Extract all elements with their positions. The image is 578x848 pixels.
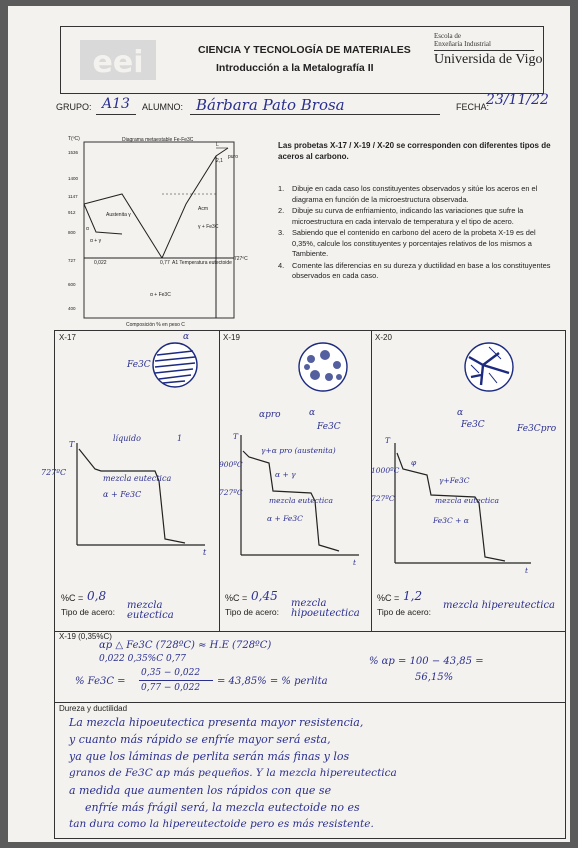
curve-label: 1 — [177, 434, 183, 443]
micro-label: Fe3C — [461, 420, 485, 430]
questions-list — [278, 184, 560, 283]
durability-line: tan dura como la hipereutectoide pero es más resistente. — [69, 818, 374, 830]
micro-label: Fe3Cpro — [517, 424, 557, 434]
alumno-label: ALUMNO: — [142, 102, 184, 112]
micro-label: Fe3C — [127, 360, 151, 370]
durability-line: enfríe más frágil será, la mezcla eutectoide no es — [85, 801, 360, 814]
school-logo — [78, 36, 158, 84]
label-alpha-gamma: α + γ — [90, 238, 102, 244]
curve-label: 727ºC — [371, 494, 395, 503]
durability-line: La mezcla hipoeutectica presenta mayor resistencia, — [69, 716, 364, 729]
tipo-value: mezcla hipoeutectica — [291, 598, 360, 619]
pct-label: %C = — [61, 593, 84, 603]
tipo-value: mezcla hipereutectica — [443, 600, 556, 611]
label-alpha: α — [86, 226, 89, 232]
diagram-y-label: T(ºC) — [68, 136, 80, 142]
calc-formula-lhs: % Fe3C = — [75, 676, 126, 687]
label-liquid: L — [216, 142, 219, 148]
calc-formula-num: 0,35 − 0,022 — [141, 668, 201, 678]
tipo-value: mezcla eutectica — [127, 600, 174, 621]
durability-label: Dureza y ductilidad — [59, 704, 128, 713]
curve-label: γ+Fe3C — [439, 476, 470, 485]
university-name: Universida de Vigo — [434, 52, 543, 67]
panel-label: X-20 — [375, 333, 392, 342]
calc-alpha-line-1: % αp = 100 − 43,85 = — [369, 656, 484, 667]
pct-label: %C = — [225, 593, 248, 603]
curve-label: φ — [411, 458, 417, 467]
phase-diagram — [66, 134, 274, 330]
panel-x20 — [371, 331, 565, 631]
label-a1: A1 Temperatura eutectoide — [172, 260, 232, 266]
curve-label: 727ºC — [219, 488, 243, 497]
curve-label: t — [525, 566, 529, 575]
curve-label: mezcla eutectica — [103, 474, 172, 483]
calculation-box — [54, 630, 566, 703]
university-divider — [434, 50, 534, 51]
curve-label: 1000ºC — [371, 466, 400, 475]
curve-label: Fe3C + α — [433, 516, 469, 525]
calc-formula-rhs: = 43,85% = % perlita — [217, 676, 328, 687]
fecha-label: FECHA: — [456, 102, 490, 112]
alumno-line — [190, 114, 440, 115]
question-text: Dibuje su curva de enfriamiento, indicando las variaciones que sufre la microestructura en cada intervalo de temperatura y el tipo de acero. — [292, 206, 524, 226]
question-text: Comente las diferencias en su dureza y ductilidad en base a los constituyentes observados en cada caso. — [292, 260, 551, 280]
curve-label: t — [203, 548, 207, 557]
curve-label: 900ºC — [219, 460, 243, 469]
label-gamma-fe3c: γ + Fe3C — [198, 224, 219, 230]
curve-label: t — [353, 558, 357, 567]
label-727: 727ºC — [234, 256, 248, 262]
micro-label: α — [457, 408, 464, 418]
school-name — [434, 32, 534, 48]
durability-line: granos de Fe3C αp más pequeños. Y la mezcla hipereutectica — [69, 767, 397, 779]
y-tick: 400 — [68, 306, 76, 311]
pct-label: %C = — [377, 593, 400, 603]
fecha-value: 23/11/22 — [486, 92, 549, 108]
question-text: Dibuje en cada caso los constituyentes observados y sitúe los aceros en el diagrama en función de la microestructura observada. — [292, 184, 538, 204]
school-line-2: Enxeñaría Industrial — [434, 40, 491, 48]
question-item — [278, 228, 560, 260]
micro-label: α — [309, 408, 316, 418]
question-text: Sabiendo que el contenido en carbono del acero de la probeta X-19 es del 0,35%, calcule los constituyentes y porcentajes relativos de los mismos a Tambiente. — [292, 228, 536, 258]
tipo-label: Tipo de acero: — [61, 607, 116, 617]
curve-label: T — [69, 440, 75, 449]
label-acm: Acm — [198, 206, 208, 212]
samples-grid — [41, 330, 566, 632]
durability-line: ya que los láminas de perlita serán más finas y los — [69, 750, 350, 763]
panel-label: X-19 — [223, 333, 240, 342]
pct-value: 0,8 — [87, 589, 107, 603]
question-number: 2. — [278, 206, 285, 215]
durability-line: a medida que aumenten los rápidos con que se — [69, 784, 332, 797]
question-number: 1. — [278, 184, 285, 193]
calc-label: X-19 (0,35%C) — [59, 632, 112, 641]
tipo-label: Tipo de acero: — [225, 607, 280, 617]
label-eut-c: 0,77 — [160, 260, 170, 266]
question-item — [278, 261, 560, 282]
curve-label: α + Fe3C — [267, 514, 303, 523]
pct-value: 0,45 — [251, 589, 278, 603]
y-tick: 800 — [68, 230, 76, 235]
course-title: CIENCIA Y TECNOLOGÍA DE MATERIALES — [198, 44, 411, 56]
durability-line: y cuanto más rápido se enfríe mayor será esta, — [69, 733, 331, 746]
grupo-label: GRUPO: — [56, 102, 92, 112]
y-tick: 1147 — [68, 194, 78, 199]
label-c21: 2,1 — [216, 158, 223, 164]
calc-formula-den: 0,77 − 0,022 — [141, 683, 201, 693]
calc-line-2: 0,022 0,35%C 0,77 — [99, 654, 187, 664]
diagram-x-label: Composición % en peso C — [126, 322, 185, 328]
calc-line-1: αp △ Fe3C (728ºC) ≈ H.E (728ºC) — [99, 640, 272, 651]
y-tick: 1536 — [68, 150, 79, 155]
alumno-value: Bárbara Pato Brosa — [196, 96, 345, 114]
grupo-line — [96, 114, 136, 115]
panel-x19 — [219, 331, 372, 631]
micro-label: αpro — [259, 410, 281, 420]
logo-text: eei — [92, 45, 144, 80]
cooling-curve — [397, 453, 505, 561]
y-tick: 727 — [68, 258, 76, 263]
panel-x17 — [41, 331, 220, 631]
question-number: 4. — [278, 260, 285, 270]
durability-box — [54, 702, 566, 839]
label-alpha-fe3c: α + Fe3C — [150, 292, 171, 298]
curve-label: mezcla eutectica — [269, 496, 333, 505]
y-tick: 600 — [68, 282, 76, 287]
school-line-1: Escola de — [434, 32, 462, 40]
curve-label: 727ºC — [41, 468, 67, 477]
y-tick: 1400 — [68, 176, 79, 181]
pct-value: 1,2 — [403, 589, 423, 603]
curve-label: T — [233, 432, 239, 441]
grupo-value: A13 — [102, 96, 130, 112]
worksheet-page — [8, 6, 570, 842]
micro-label: α — [183, 332, 190, 342]
panel-label: X-17 — [59, 333, 76, 342]
label-pure: puro — [228, 154, 239, 160]
tipo-label: Tipo de acero: — [377, 607, 432, 617]
question-number: 3. — [278, 228, 285, 237]
y-tick: 912 — [68, 210, 76, 215]
diagram-title: Diagrama metaestable Fe-Fe3C — [122, 137, 194, 143]
curve-label: mezcla eutectica — [435, 496, 499, 505]
calc-alpha-line-2: 56,15% — [415, 672, 454, 683]
question-item — [278, 184, 560, 205]
micro-label: Fe3C — [317, 422, 341, 432]
curve-label: líquido — [113, 434, 141, 443]
label-alpha-c: 0,022 — [94, 260, 107, 266]
label-austenite: Austenita γ — [106, 212, 131, 218]
questions-intro: Las probetas X-17 / X-19 / X-20 se corresponden con diferentes tipos de aceros al carbono. — [278, 141, 551, 161]
curve-label: γ+α pro (austenita) — [261, 446, 336, 455]
curve-label: α + γ — [275, 470, 296, 479]
fraction-bar — [139, 680, 213, 681]
question-item — [278, 206, 560, 227]
curve-label: α + Fe3C — [103, 490, 142, 499]
curve-label: T — [385, 436, 391, 445]
course-subtitle: Introducción a la Metalografía II — [216, 62, 374, 74]
